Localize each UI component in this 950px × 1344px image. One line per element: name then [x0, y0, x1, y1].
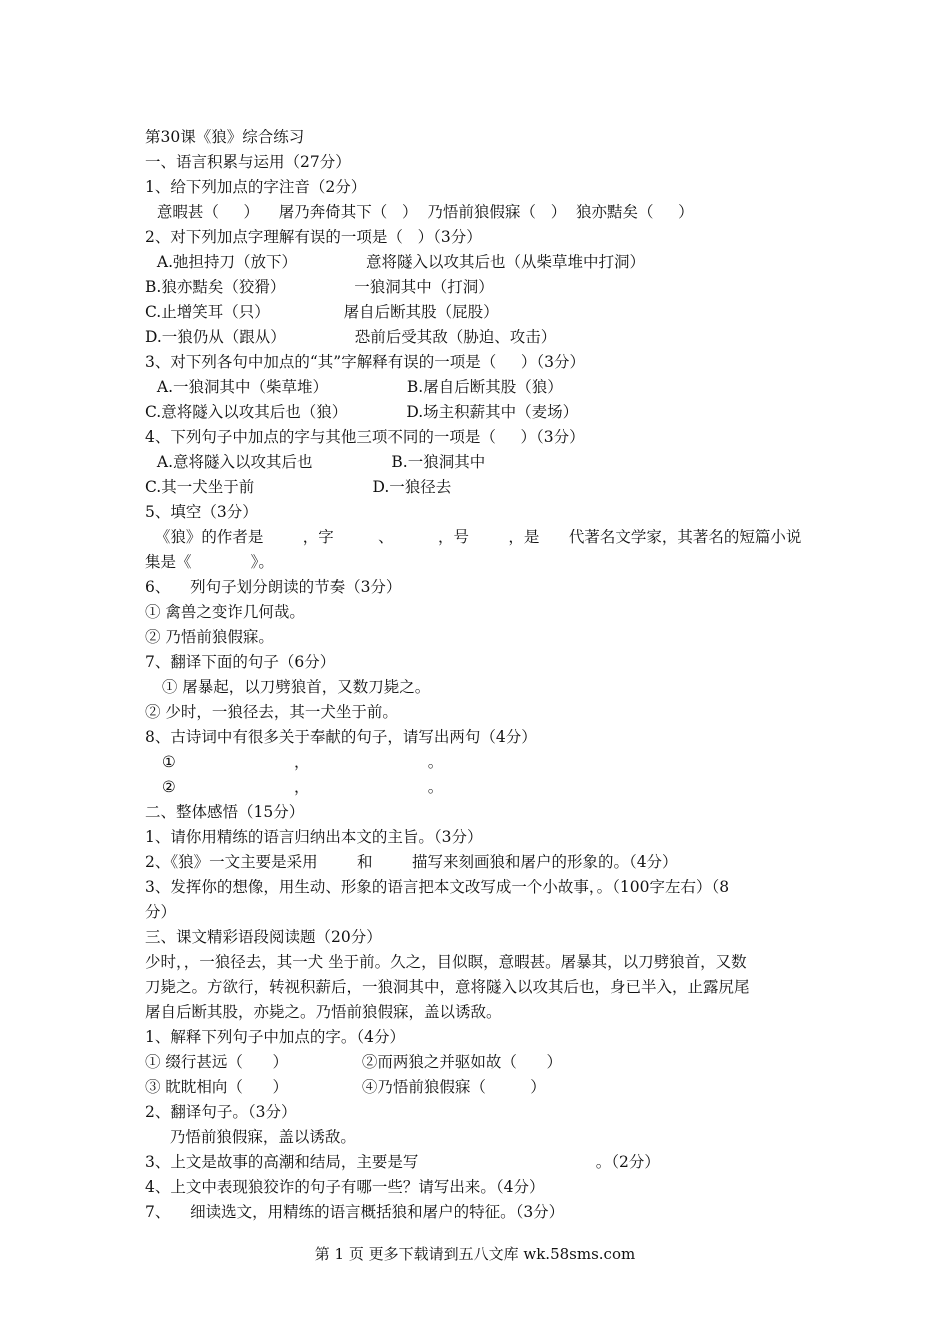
question-line: 6、 列句子划分朗读的节奏（3分） — [145, 578, 402, 596]
option-line: ③ 眈眈相向（ ） ④乃悟前狼假寐（ ） — [145, 1078, 546, 1096]
option-line: B.狼亦黠矣（狡猾） 一狼洞其中（打洞） — [145, 278, 494, 296]
question-line: 1、给下列加点的字注音（2分） — [145, 178, 367, 196]
question-line: 8、古诗词中有很多关于奉献的句子，请写出两句（4分） — [145, 728, 537, 746]
section-heading-3: 三、课文精彩语段阅读题（20分） — [145, 928, 382, 946]
option-line: A.意将隧入以攻其后也 B.一狼洞其中 — [152, 453, 486, 471]
question-line: ① 屠暴起，以刀劈狼首，又数刀毙之。 — [152, 678, 431, 696]
option-line: C.止增笑耳（只） 屠自后断其股（屁股） — [145, 303, 499, 321]
option-line: D.一狼仍从（跟从） 恐前后受其敌（胁迫、攻击） — [145, 328, 557, 346]
option-line: C.其一犬坐于前 D.一狼径去 — [145, 478, 452, 496]
document-title: 第30课《狼》综合练习 — [145, 128, 305, 146]
question-line: 乃悟前狼假寐，盖以诱敌。 — [160, 1128, 356, 1146]
page-footer: 第 1 页 更多下载请到五八文库 wk.58sms.com — [314, 1245, 636, 1263]
question-line: ① 禽兽之变诈几何哉。 — [145, 603, 305, 621]
question-line: 1、解释下列句子中加点的字。（4分） — [145, 1028, 405, 1046]
question-line: 分） — [145, 903, 177, 921]
question-line: 2、对下列加点字理解有误的一项是（ ）（3分） — [145, 228, 482, 246]
question-line: 1、请你用精练的语言归纳出本文的主旨。（3分） — [145, 828, 483, 846]
fill-blank-line: ② ， 。 — [152, 778, 444, 796]
option-line: ① 缀行甚远（ ） ②而两狼之并驱如故（ ） — [145, 1053, 562, 1071]
question-line: 2、翻译句子。（3分） — [145, 1103, 297, 1121]
question-line: ② 乃悟前狼假寐。 — [145, 628, 274, 646]
question-line: 4、上文中表现狼狡诈的句子有哪一些？请写出来。（4分） — [145, 1178, 545, 1196]
question-line: ② 少时，一狼径去，其一犬坐于前。 — [145, 703, 398, 721]
fill-blank-line: 《狼》的作者是 ，字 、 ，号 ，是 代著名文学家，其著名的短篇小说 — [145, 528, 802, 546]
fill-blank-line: ① ， 。 — [152, 753, 444, 771]
passage-line: 刀毙之。方欲行，转视积薪后，一狼洞其中，意将隧入以攻其后也，身已半入，止露尻尾 — [145, 978, 750, 996]
question-line: 7、翻译下面的句子（6分） — [145, 653, 336, 671]
question-line: 3、发挥你的想像，用生动、形象的语言把本文改写成一个小故事，。（100字左右）（8 — [145, 878, 730, 896]
fill-blank-line: 集是《 》。 — [145, 553, 274, 571]
section-heading-1: 一、语言积累与运用（27分） — [145, 153, 351, 171]
section-heading-2: 二、整体感悟（15分） — [145, 803, 305, 821]
question-line: 5、填空（3分） — [145, 503, 258, 521]
passage-line: 屠自后断其股，亦毙之。乃悟前狼假寐，盖以诱敌。 — [145, 1003, 502, 1021]
question-line: 2、《狼》一文主要是采用 和 描写来刻画狼和屠户的形象的。（4分） — [145, 853, 678, 871]
question-line: 3、上文是故事的高潮和结局，主要是写 。（2分） — [145, 1153, 660, 1171]
option-line: A.弛担持刀（放下） 意将隧入以攻其后也（从柴草堆中打洞） — [152, 253, 646, 271]
question-line: 3、对下列各句中加点的“其”字解释有误的一项是（ ）（3分） — [145, 353, 585, 371]
passage-line: 少时，，一狼径去，其一犬 坐于前。久之，目似瞑，意暇甚。屠暴其，以刀劈狼首，又数 — [145, 953, 747, 971]
question-line: 7、 细读选文，用精练的语言概括狼和屠户的特征。（3分） — [145, 1203, 565, 1221]
option-line: C.意将隧入以攻其后也（狼） D.场主积薪其中（麦场） — [145, 403, 579, 421]
question-line: 意暇甚（ ） 屠乃奔倚其下（ ） 乃悟前狼假寐（ ） 狼亦黠矣（ ） — [152, 203, 694, 221]
question-line: 4、下列句子中加点的字与其他三项不同的一项是（ ）（3分） — [145, 428, 585, 446]
option-line: A.一狼洞其中（柴草堆） B.屠自后断其股（狼） — [152, 378, 563, 396]
